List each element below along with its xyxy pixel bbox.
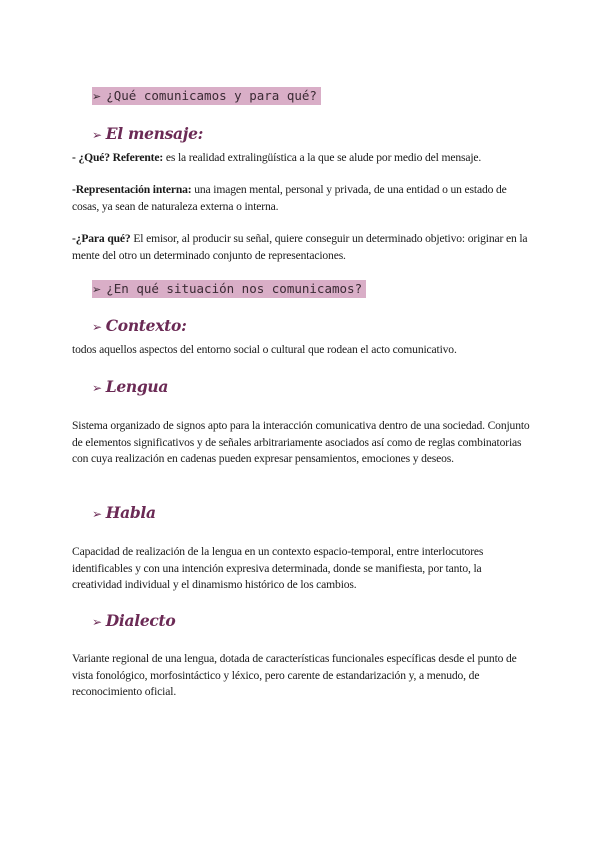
heading-text: Contexto: [105,316,187,335]
term-label: -Representación interna: [72,183,192,196]
arrow-bullet-icon: ➢ [92,128,102,142]
heading-text: El mensaje: [105,124,204,143]
arrow-bullet-icon: ➢ [92,381,102,395]
term-definition: El emisor, al producir su señal, quiere conseguir un determinado objetivo: originar en la mente del otro un determinado conjunto de representaciones. [72,232,528,262]
paragraph-representacion-interna [72,182,532,215]
highlight-heading-que-comunicamos [92,87,321,105]
highlight-heading-text: ¿En qué situación nos comunicamos? [106,281,363,296]
heading-text: Dialecto [105,611,176,630]
heading-el-mensaje [92,124,203,143]
highlight-heading-text: ¿Qué comunicamos y para qué? [106,88,317,103]
paragraph-para-que [72,231,532,264]
term-definition: una imagen mental, personal y privada, de una entidad o un estado de cosas, ya sean de naturaleza externa o interna. [72,183,507,213]
arrow-bullet-icon: ➢ [92,615,102,629]
paragraph-contexto: todos aquellos aspectos del entorno social o cultural que rodean el acto comunicativo. [72,343,457,356]
paragraph-dialecto: Variante regional de una lengua, dotada de características funcionales específicas desde el punto de vista fonológico, morfosintáctico y léxico, pero carente de estandarización y, a menudo, de reconocimiento oficial. [72,652,517,698]
highlight-heading-en-que-situacion [92,280,366,298]
arrow-bullet-icon: ➢ [92,90,102,103]
arrow-bullet-icon: ➢ [92,283,102,296]
term-label: - ¿Qué? Referente: [72,151,164,164]
heading-lengua [92,377,168,396]
heading-habla [92,503,156,522]
heading-text: Habla [105,503,156,522]
heading-contexto [92,316,187,335]
heading-text: Lengua [105,377,169,396]
paragraph-habla: Capacidad de realización de la lengua en un contexto espacio-temporal, entre interlocutores identificables y con una intención expresiva determinada, donde se manifiesta, por tanto, la creatividad individual y el dinamismo histórico de los cambios. [72,545,484,591]
arrow-bullet-icon: ➢ [92,320,102,334]
heading-dialecto [92,611,175,630]
arrow-bullet-icon: ➢ [92,507,102,521]
paragraph-referente [72,150,532,167]
term-definition: es la realidad extralingüística a la que se alude por medio del mensaje. [163,151,482,164]
term-label: -¿Para qué? [72,232,131,245]
paragraph-lengua: Sistema organizado de signos apto para la interacción comunicativa dentro de una sociedad. Conjunto de elementos significativos y de señales arbitrariamente asociados así como de reglas combinatorias con cuya realización en cadenas pueden expresar pensamientos, emociones y deseos. [72,419,530,465]
